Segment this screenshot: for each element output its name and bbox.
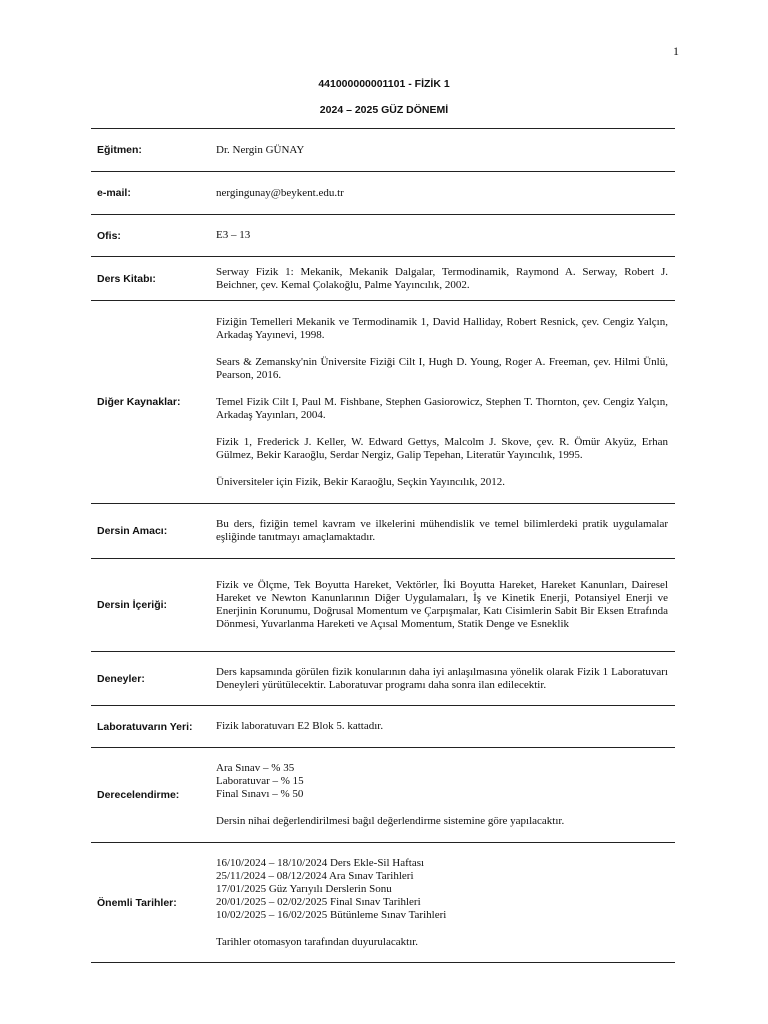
grading-list [216,762,675,828]
date-item: 10/02/2025 – 16/02/2025 Bütünleme Sınav Tarihleri [216,908,447,921]
important-dates-note: Tarihler otomasyon tarafından duyurulacaktır. [216,935,419,948]
lab-location-row [91,705,675,747]
experiments-value: Ders kapsamında görülen fizik konularının daha iyi anlaşılmasına yönelik olarak Fizik 1 Laboratuvarı Deneyleri yürütülecektir. Laboratuvar programı daha sonra ilan edilecektir. [216,665,668,691]
important-dates-list [216,857,675,949]
office-row [91,214,675,256]
lab-location-value: Fizik laboratuvarı E2 Blok 5. kattadır. [216,720,384,732]
date-item: 17/01/2025 Güz Yarıyılı Derslerin Sonu [216,882,392,895]
other-sources-label: Diğer Kaynaklar: [97,396,181,408]
page-number: 1 [673,44,679,58]
other-sources-list [216,316,675,489]
course-aim-label: Dersin Amacı: [97,525,168,537]
source-item: Fizik 1, Frederick J. Keller, W. Edward Gettys, Malcolm J. Skove, çev. R. Ömür Akyüz, Erhan Gülmez, Bekir Karaoğlu, Serdar Nergiz, Galip Tepehan, Literatür Yayıncılık, 1995. [216,435,668,461]
important-dates-label: Önemli Tarihler: [97,896,177,909]
grading-note: Dersin nihai değerlendirilmesi bağıl değerlendirme sistemine göre yapılacaktır. [216,815,565,827]
source-item: Temel Fizik Cilt I, Paul M. Fishbane, Stephen Gasiorowicz, Stephen T. Thornton, çev. Cengiz Yalçın, Arkadaş Yayınları, 2004. [216,395,668,421]
course-title: 441000000001101 - FİZİK 1 [318,78,450,90]
textbook-value: Serway Fizik 1: Mekanik, Mekanik Dalgalar, Termodinamik, Raymond A. Serway, Robert J. Beichner, çev. Kemal Çolakoğlu, Palme Yayıncılık, 2002. [216,265,668,291]
semester-title: 2024 – 2025 GÜZ DÖNEMİ [319,104,449,116]
syllabus-table [91,128,675,963]
source-item: Sears & Zemansky'nin Üniversite Fiziği Cilt I, Hugh D. Young, Roger A. Freeman, çev. Hilmi Ünlü, Pearson, 2016. [216,355,668,381]
other-sources-row [91,300,675,503]
instructor-label: Eğitmen: [97,144,142,156]
experiments-label: Deneyler: [97,672,145,685]
experiments-row [91,651,675,705]
grading-item: Ara Sınav – % 35 [216,762,295,774]
course-content-row [91,558,675,651]
lab-location-label: Laboratuvarın Yeri: [97,720,193,733]
email-value: nergingunay@beykent.edu.tr [216,186,344,199]
office-label: Ofis: [97,229,121,242]
textbook-row [91,256,675,300]
office-value: E3 – 13 [216,229,251,241]
email-label: e-mail: [97,187,131,199]
grading-label: Derecelendirme: [97,789,180,801]
grading-item: Laboratuvar – % 15 [216,775,304,787]
important-dates-row [91,842,675,963]
source-item: Fiziğin Temelleri Mekanik ve Termodinamik 1, David Halliday, Robert Resnick, çev. Cengiz Yalçın, Arkadaş Yayınevi, 1998. [216,315,668,341]
textbook-label: Ders Kitabı: [97,272,156,285]
date-item: 16/10/2024 – 18/10/2024 Ders Ekle-Sil Haftası [216,856,425,869]
date-item: 25/11/2024 – 08/12/2024 Ara Sınav Tarihleri [216,869,414,882]
course-aim-row [91,503,675,558]
instructor-value: Dr. Nergin GÜNAY [216,143,305,156]
date-item: 20/01/2025 – 02/02/2025 Final Sınav Tarihleri [216,895,421,908]
course-content-value: Fizik ve Ölçme, Tek Boyutta Hareket, Vektörler, İki Boyutta Hareket, Hareket Kanunları, Dairesel Hareket ve Newton Kanunlarının Diğer Uygulamaları, İş ve Kinetik Enerji, Potansiyel Enerji ve Enerjinin Korunumu, Doğrusal Momentum ve Çarpışmalar, Katı Cisimlerin Sabit Bir Eksen Etrafında Dönmesi, Yuvarlanma Hareketi ve Açısal Momentum, Statik Denge ve Esneklik [216,579,668,630]
source-item: Üniversiteler için Fizik, Bekir Karaoğlu, Seçkin Yayıncılık, 2012. [216,475,506,488]
email-row [91,171,675,214]
grading-row [91,747,675,842]
course-aim-value: Bu ders, fiziğin temel kavram ve ilkelerini mühendislik ve temel bilimlerdeki pratik uygulamalar eşliğinde tanıtmayı amaçlamaktadır. [216,518,668,543]
instructor-row [91,128,675,171]
course-content-label: Dersin İçeriği: [97,599,168,611]
grading-item: Final Sınavı – % 50 [216,788,304,800]
